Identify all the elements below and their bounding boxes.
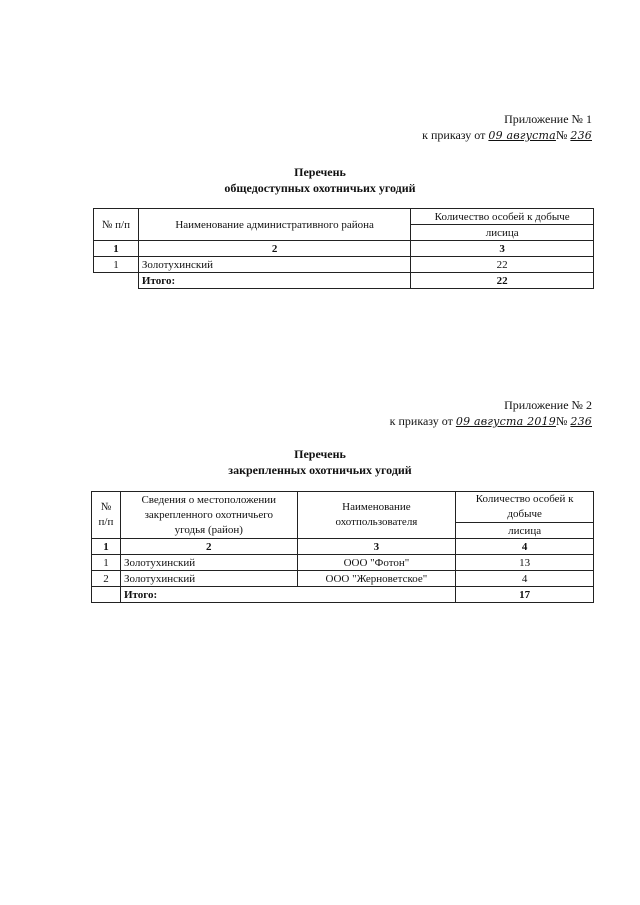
- table-row: [94, 257, 594, 273]
- col-number: 4: [456, 539, 594, 555]
- row-user: ООО "Фотон": [297, 555, 456, 571]
- appendix-1-title: Приложение № 1: [504, 112, 592, 126]
- row-num: 1: [94, 257, 139, 273]
- col-number: 2: [120, 539, 297, 555]
- total-row: [94, 273, 594, 289]
- header-num: № п/п: [92, 492, 121, 539]
- handwritten-date: 09 августа 2019: [455, 415, 556, 428]
- handwritten-order-number: 236: [570, 129, 592, 142]
- header-count: Количество особей к добыче: [456, 492, 594, 523]
- appendix-2-title: Приложение № 2: [504, 398, 592, 412]
- col-number: 3: [411, 241, 594, 257]
- row-count: 22: [411, 257, 594, 273]
- col-number: 1: [94, 241, 139, 257]
- column-number-row: [92, 539, 594, 555]
- header-user: Наименование охотпользователя: [297, 492, 456, 539]
- row-location: Золотухинский: [120, 571, 297, 587]
- list-2-title-line-1: Перечень: [294, 447, 346, 461]
- row-count: 4: [456, 571, 594, 587]
- appendix-2-order-line: [390, 413, 592, 430]
- table-row: [92, 571, 594, 587]
- total-label: Итого:: [120, 587, 455, 603]
- row-num: 2: [92, 571, 121, 587]
- col-number: 3: [297, 539, 456, 555]
- list-1-table: [93, 208, 594, 289]
- total-label: Итого:: [138, 273, 410, 289]
- column-number-row: [94, 241, 594, 257]
- list-2-table: [91, 491, 594, 603]
- list-1-title: [0, 164, 640, 196]
- list-2-title: [0, 446, 640, 478]
- header-district: Наименование административного района: [138, 209, 410, 241]
- table-header-row: [92, 492, 594, 523]
- handwritten-date: 09 августа: [488, 129, 556, 142]
- list-1-title-line-2: общедоступных охотничьих угодий: [224, 181, 416, 195]
- appendix-2-header: [390, 397, 592, 430]
- order-prefix: к приказу от: [422, 128, 486, 142]
- table-header-row: [94, 209, 594, 225]
- table-row: [92, 555, 594, 571]
- number-sign: №: [555, 128, 568, 142]
- header-count: Количество особей к добыче: [411, 209, 594, 225]
- header-location: Сведения о местоположении закрепленного охотничьего угодья (район): [120, 492, 297, 539]
- row-user: ООО "Жерноветское": [297, 571, 456, 587]
- row-count: 13: [456, 555, 594, 571]
- number-sign: №: [555, 414, 568, 428]
- row-location: Золотухинский: [120, 555, 297, 571]
- header-species: лисица: [456, 523, 594, 539]
- appendix-1-order-line: [422, 127, 592, 144]
- order-prefix: к приказу от: [389, 414, 453, 428]
- total-value: 22: [411, 273, 594, 289]
- total-value: 17: [456, 587, 594, 603]
- header-num: № п/п: [94, 209, 139, 241]
- appendix-1-header: [422, 111, 592, 144]
- list-2-title-line-2: закрепленных охотничьих угодий: [228, 463, 412, 477]
- col-number: 2: [138, 241, 410, 257]
- header-species: лисица: [411, 225, 594, 241]
- handwritten-order-number: 236: [570, 415, 592, 428]
- list-1-title-line-1: Перечень: [294, 165, 346, 179]
- row-district: Золотухинский: [138, 257, 410, 273]
- total-row: [92, 587, 594, 603]
- row-num: 1: [92, 555, 121, 571]
- col-number: 1: [92, 539, 121, 555]
